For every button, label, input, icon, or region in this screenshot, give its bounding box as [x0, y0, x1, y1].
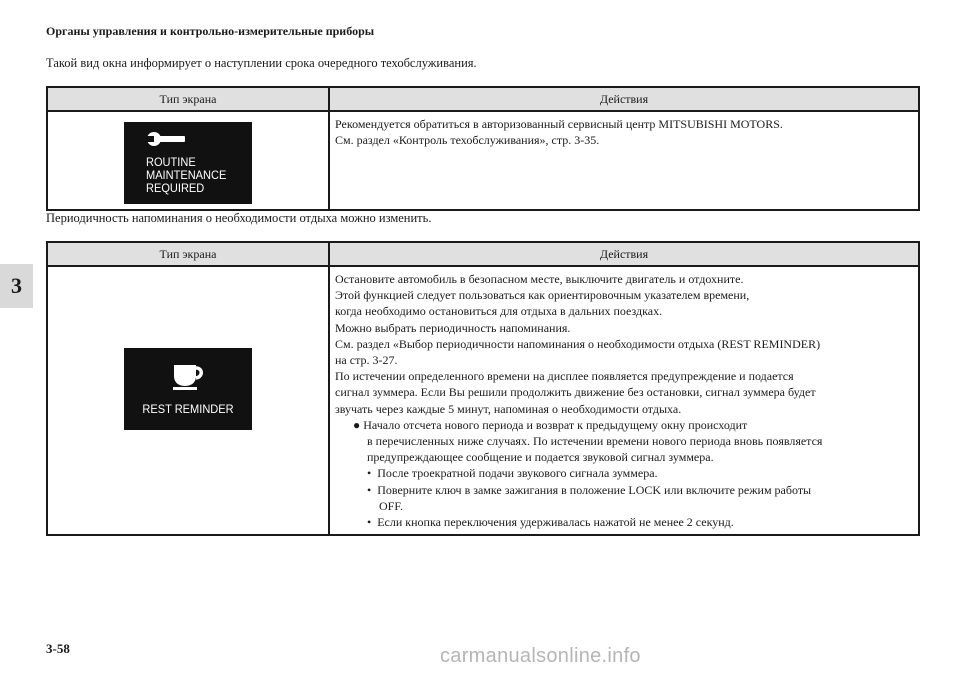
table1-screen-cell — [47, 111, 329, 210]
action-text: По истечении определенного времени на дисплее появляется предупреждение и подается — [335, 369, 794, 384]
note-text: Периодичность напоминания о необходимости отдыха можно изменить. — [46, 211, 432, 225]
action-text: Остановите автомобиль в безопасном месте, выключите двигатель и отдохните. — [335, 272, 744, 286]
action-text: Можно выбрать периодичность напоминания. — [335, 320, 571, 335]
chapter-tab: 3 — [0, 264, 33, 308]
action-text: когда необходимо остановиться для отдыха в дальних поездках. — [335, 304, 663, 319]
table2-action-cell — [329, 266, 919, 535]
action-text: сигнал зуммера. Если Вы решили продолжить движение без остановки, сигнал зуммера будет — [335, 385, 816, 400]
sub-item-cont: OFF. — [379, 498, 404, 513]
table1-action-cell — [329, 111, 919, 210]
bullet-item-cont: предупреждающее сообщение и подается звуковой сигнал зуммера. — [367, 450, 714, 465]
table1-header-screen: Тип экрана — [47, 87, 329, 111]
intro-text: Такой вид окна информирует о наступлении срока очередного техобслуживания. — [46, 56, 477, 70]
rest-reminder-table — [46, 241, 920, 536]
table2-header-screen: Тип экрана — [47, 242, 329, 266]
bullet-item: ● Начало отсчета нового периода и возврат к предыдущему окну происходит — [353, 417, 748, 432]
sub-item: • Поверните ключ в замке зажигания в положение LOCK или включите режим работы — [367, 482, 812, 497]
routine-maintenance-display — [124, 122, 252, 204]
action-text: звучать через каждые 5 минут, напоминая о необходимости отдыха. — [335, 401, 682, 416]
bullet-item-cont: в перечисленных ниже случаях. По истечении времени нового периода вновь появляется — [367, 434, 823, 449]
action-text: См. раздел «Контроль техобслуживания», стр. 3-35. — [335, 133, 600, 148]
routine-maintenance-text: ROUTINE MAINTENANCE REQUIRED — [146, 155, 227, 195]
section-title: Органы управления и контрольно-измерительные приборы — [46, 24, 375, 38]
action-text: Этой функцией следует пользоваться как ориентировочным указателем времени, — [335, 288, 750, 303]
watermark: carmanualsonline.info — [440, 645, 641, 667]
table1-header-action: Действия — [329, 87, 919, 111]
maintenance-table — [46, 86, 920, 211]
bullet-marker: ● — [353, 417, 361, 432]
wrench-icon — [146, 130, 186, 148]
table2-header-action: Действия — [329, 242, 919, 266]
table2-screen-cell — [47, 266, 329, 535]
action-text: на стр. 3-27. — [335, 353, 398, 368]
sub-item: • После троекратной подачи звукового сигнала зуммера. — [367, 466, 658, 481]
rest-reminder-display — [124, 348, 252, 430]
rest-reminder-label: REST REMINDER — [142, 402, 234, 416]
coffee-cup-icon — [172, 362, 206, 390]
page-number: 3-58 — [46, 641, 70, 656]
action-text: Рекомендуется обратиться в авторизованный сервисный центр MITSUBISHI MOTORS. — [335, 117, 783, 131]
action-text: См. раздел «Выбор периодичности напоминания о необходимости отдыха (REST REMINDER) — [335, 336, 821, 351]
sub-item: • Если кнопка переключения удерживалась нажатой не менее 2 секунд. — [367, 515, 734, 530]
